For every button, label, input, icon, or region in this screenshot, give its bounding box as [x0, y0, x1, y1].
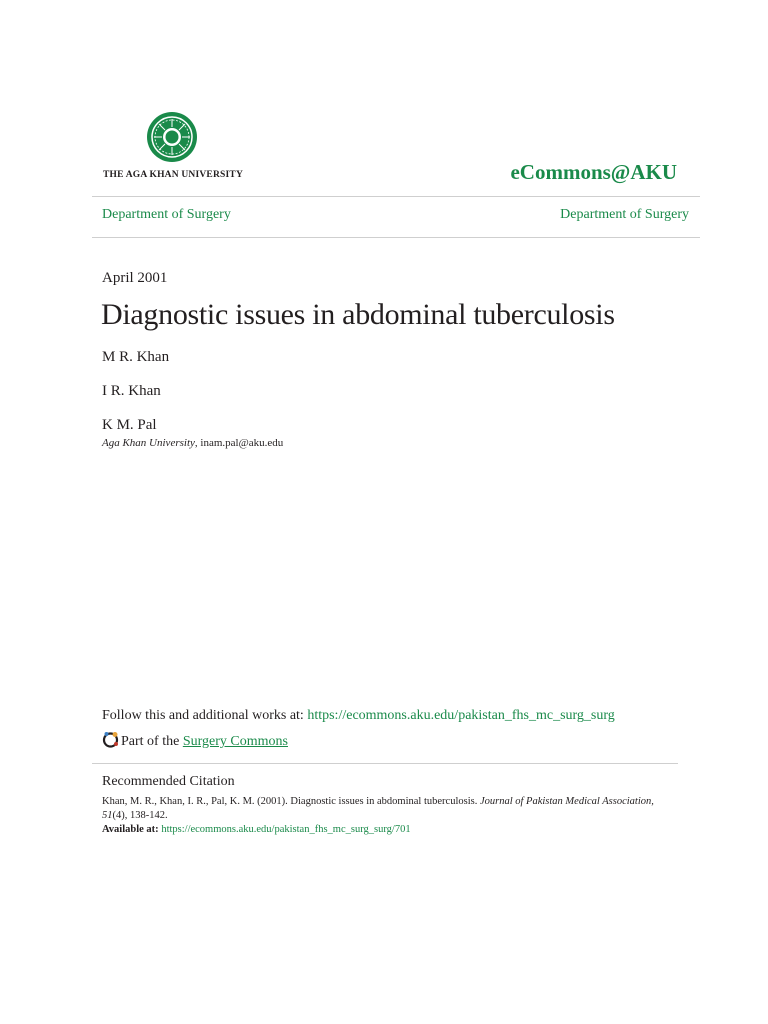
- aga-khan-seal-icon: [146, 110, 198, 164]
- publication-date: April 2001: [102, 270, 168, 286]
- header-divider-bottom: [92, 237, 700, 238]
- follow-works-link[interactable]: https://ecommons.aku.edu/pakistan_fhs_mc_surg_surg: [307, 708, 615, 723]
- header-divider-top: [92, 196, 700, 197]
- available-at-line: [102, 824, 411, 835]
- university-name: THE AGA KHAN UNIVERSITY: [103, 170, 244, 180]
- citation-text: [102, 795, 672, 823]
- available-at-link[interactable]: https://ecommons.aku.edu/pakistan_fhs_mc_surg_surg/701: [161, 824, 411, 835]
- department-link-right[interactable]: Department of Surgery: [560, 207, 689, 222]
- follow-prefix: Follow this and additional works at:: [102, 708, 308, 723]
- author-affiliation: [102, 437, 283, 449]
- department-link-left[interactable]: Department of Surgery: [102, 207, 231, 222]
- citation-authors-title: Khan, M. R., Khan, I. R., Pal, K. M. (2001). Diagnostic issues in abdominal tuberculosis.: [102, 796, 480, 807]
- bepress-commons-icon: [102, 731, 119, 748]
- author-name: M R. Khan: [102, 349, 170, 365]
- ecommons-brand[interactable]: eCommons@AKU: [510, 160, 677, 184]
- affiliation-institution: Aga Khan University: [102, 437, 195, 449]
- author-name: K M. Pal: [102, 417, 157, 433]
- university-logo: [103, 110, 263, 184]
- surgery-commons-link[interactable]: Surgery Commons: [182, 734, 288, 749]
- follow-works-line: [102, 708, 615, 724]
- recommended-citation-heading: Recommended Citation: [102, 774, 235, 789]
- citation-journal: Journal of Pakistan Medical Association, 51: [102, 796, 654, 821]
- article-title: Diagnostic issues in abdominal tuberculosis: [101, 298, 615, 331]
- affiliation-email: , inam.pal@aku.edu: [194, 437, 284, 449]
- part-of-line: [102, 731, 288, 750]
- available-at-label: Available at:: [102, 824, 162, 835]
- citation-divider: [92, 763, 678, 764]
- part-of-prefix: Part of the: [121, 734, 183, 749]
- citation-issue-pages: (4), 138-142.: [112, 810, 168, 821]
- author-name: I R. Khan: [102, 383, 161, 399]
